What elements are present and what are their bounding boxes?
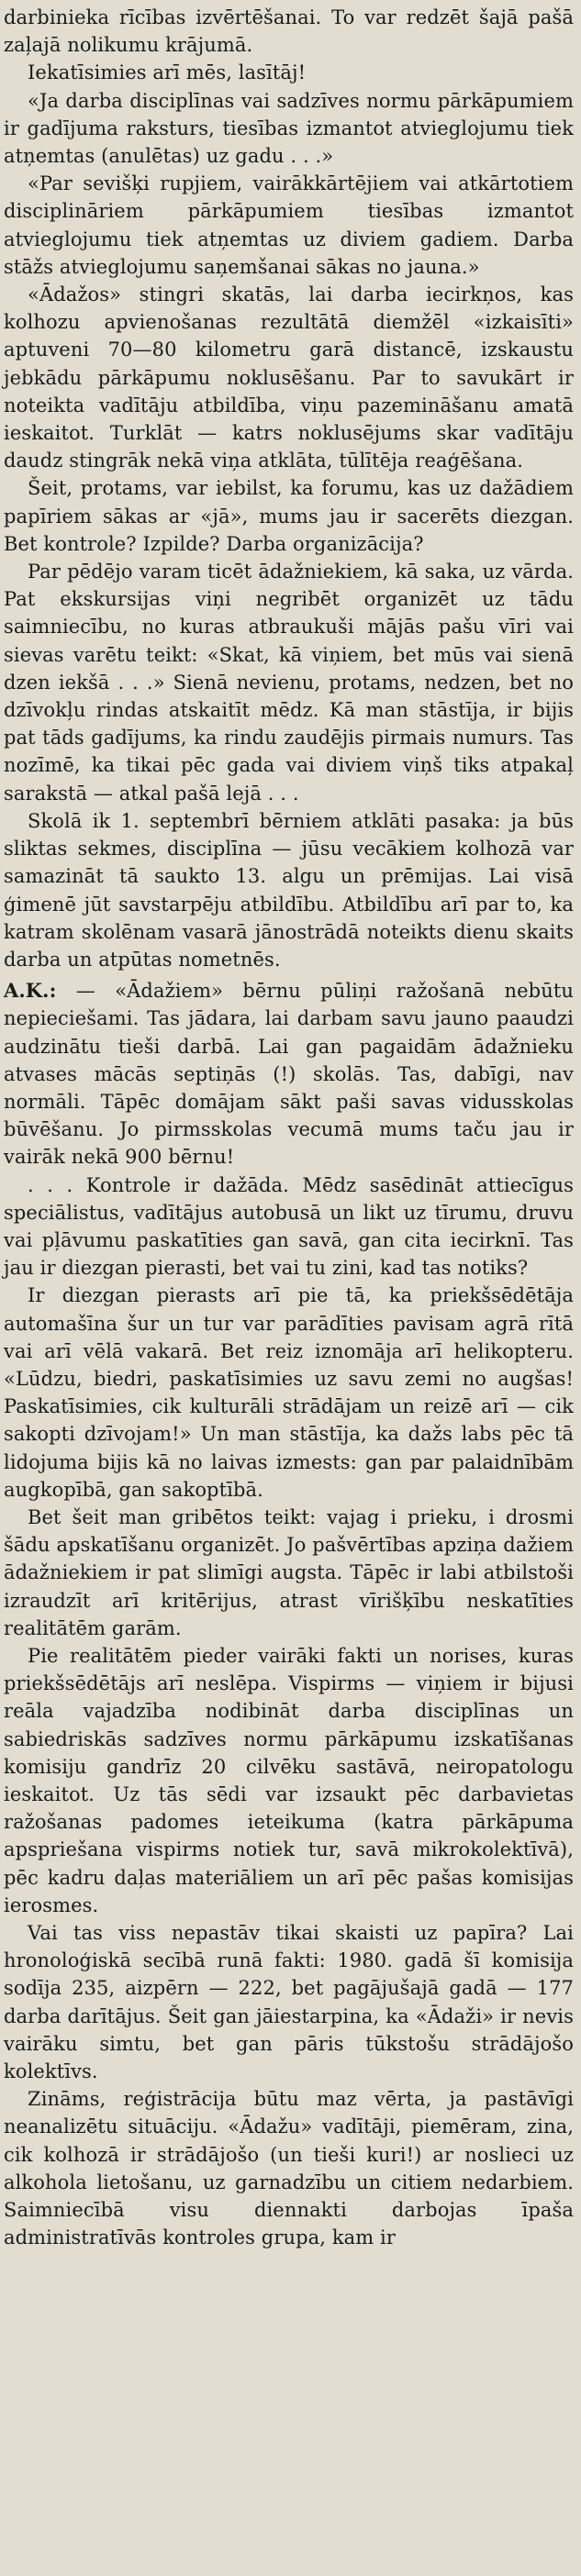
paragraph-text: Zināms, reģistrācija būtu maz vērta, ja pastāvīgi neanalizētu situāciju. «Ādažu» vadītāji, piemēram, zina, cik kolhozā ir strādājošo (un tieši kuri!) ar noslieci uz alkohola lietošanu, uz garnadzību un citiem nedarbiem. Saimniecībā visu diennakti darbojas īpaša administratīvās kontroles grupa, kam ir xyxy=(4,2088,574,2249)
paragraph-text: . . . Kontrole ir dažāda. Mēdz sasēdināt attiecīgus speciālistus, vadītājus autobusā un likt uz tīrumu, druvu vai pļāvumu paskatīties gan savā, gan cita iecirknī. Tas jau ir diezgan pierasti, bet vai tu zini, kad tas notiks? xyxy=(4,1173,574,1280)
paragraph-text: «Ja darba disciplīnas vai sadzīves normu pārkāpumiem ir gadījuma raksturs, tiesības izmantot atvieglojumu tiek atņemtas (anulētas) uz gadu . . .» xyxy=(4,89,574,168)
article-paragraph xyxy=(4,1919,574,2085)
interview-paragraph xyxy=(4,977,574,1171)
article-paragraph xyxy=(4,281,574,474)
paragraph-text: Vai tas viss nepastāv tikai skaisti uz papīra? Lai hronoloģiskā secībā runā fakti: 1980. gadā šī komisija sodīja 235, aizpērn — 222, bet pagājušajā gadā — 177 darba darītājus. Šeit gan jāiestarpina, ka «Ādaži» ir nevis vairāku simtu, bet gan pāris tūkstošu strādājošo kolektīvs. xyxy=(4,1922,574,2083)
paragraph-text: — «Ādažiem» bērnu pūliņi ražošanā nebūtu nepieciešami. Tas jādara, lai darbam savu jauno paaudzi audzinātu tieši darbā. Lai gan pagaidām ādažnieku atvases mācās septiņās (!) skolās. Tas, dabīgi, nav normāli. Tāpēc domājam sākt paši savas vidusskolas būvēšanu. Jo pirmsskolas vecumā mums taču jau ir vairāk nekā 900 bērnu! xyxy=(4,980,574,1169)
article-paragraph xyxy=(4,2085,574,2251)
paragraph-text: «Par sevišķi rupjiem, vairākkārtējiem vai atkārtotiem disciplināriem pārkāpumiem tiesības izmantot atvieglojumu tiek atņemtas uz diviem gadiem. Darba stāžs atvieglojumu saņemšanai sākas no jauna.» xyxy=(4,172,574,278)
paragraph-text: Pie realitātēm pieder vairāki fakti un norises, kuras priekšsēdētājs arī neslēpa. Vispirms — viņiem ir bijusi reāla vajadzība nodibināt darba disciplīnas un sabiedriskās sadzīves normu pārkāpumu izskatīšanas komisiju gandrīz 20 cilvēku sastāvā, neiropatologu ieskaitot. Uz tās sēdi var izsaukt pēc darbavietas ražošanas padomes ieteikuma (katra pārkāpuma apspriešana vispirms notiek tur, savā mikrokolektīvā), pēc kadru daļas materiāliem un arī pēc pašas komisijas ierosmes. xyxy=(4,1644,574,1916)
article-paragraph xyxy=(4,558,574,807)
paragraph-text: Šeit, protams, var iebilst, ka forumu, kas uz dažādiem papīriem sākas ar «jā», mums jau ir sacerēts diezgan. Bet kontrole? Izpilde? Darba organizācija? xyxy=(4,477,574,555)
article-paragraph xyxy=(4,1282,574,1504)
speaker-label: A.K.: xyxy=(4,979,57,1003)
article-paragraph xyxy=(4,1171,574,1282)
article-paragraph xyxy=(4,4,574,59)
paragraph-text: darbinieka rīcības izvērtēšanai. To var redzēt šajā pašā zaļajā nolikumu krājumā. xyxy=(4,6,574,57)
paragraph-text: Bet šeit man gribētos teikt: vajag i prieku, i drosmi šādu apskatīšanu organizēt. Jo pašvērtības apziņa dažiem ādažniekiem ir pat slimīgi augsta. Tāpēc ir labi atbilstoši izraudzīt arī kritērijus, atrast vīrišķību neskatīties realitātēm garām. xyxy=(4,1505,574,1639)
article-paragraph xyxy=(4,474,574,558)
article-paragraph xyxy=(4,807,574,973)
article-paragraph xyxy=(4,1504,574,1642)
article-paragraph xyxy=(4,170,574,281)
paragraph-text: Par pēdējo varam ticēt ādažniekiem, kā saka, uz vārda. Pat ekskursijas viņi negribēt organizēt uz tādu saimniecību, no kuras atbraukuši mājās pašu vīri vai sievas varētu teikt: «Skat, kā viņiem, bet mūs vai sienā dzen iekšā . . .» Sienā nevienu, protams, nedzen, bet no dzīvokļu rindas atskaitīt mēdz. Kā man stāstīja, ir bijis pat tāds gadījums, ka rindu zaudējis pirmais numurs. Tas nozīmē, ka tikai pēc gada vai diviem viņš tiks atpakaļ sarakstā — atkal pašā lejā . . . xyxy=(4,561,574,805)
paragraph-text: Skolā ik 1. septembrī bērniem atklāti pasaka: ja būs sliktas sekmes, disciplīna — jūsu vecākiem kolhozā var samazināt tā saukto 13. algu un prēmijas. Lai visā ģimenē jūt savstarpēju atbildību. Atbildību arī par to, ka katram skolēnam vasarā jānostrādā noteikts dienu skaits darba un atpūtas nometnēs. xyxy=(4,809,574,971)
paragraph-text: «Ādažos» stingri skatās, lai darba iecirkņos, kas kolhozu apvienošanas rezultātā diemžēl «izkaisīti» aptuveni 70—80 kilometru garā distancē, izskaustu jebkādu pārkāpumu noklusēšanu. Par to savukārt ir noteikta vadītāju atbildība, viņu pazemināšanu amatā ieskaitot. Turklāt — katrs noklusējums skar vadītāju daudz stingrāk nekā viņa atklāta, tūlītēja reaģēšana. xyxy=(4,283,574,472)
article-paragraph xyxy=(4,59,574,86)
article-paragraph xyxy=(4,87,574,171)
paragraph-text: Ir diezgan pierasts arī pie tā, ka priekšsēdētāja automašīna šur un tur var parādīties pavisam agrā rītā vai arī vēlā vakarā. Bet reiz iznomāja arī helikopteru. «Lūdzu, biedri, paskatīsimies uz savu zemi no augšas! Paskatīsimies, cik kulturāli strādājam un reizē arī — cik sakopti dzīvojam!» Un man stāstīja, ka dažs labs pēc tā lidojuma bijis kā no laivas izmests: gan par palaidnībām augkopībā, gan sakoptībā. xyxy=(4,1284,574,1501)
article-paragraph xyxy=(4,1642,574,1919)
article-body xyxy=(4,4,574,2251)
paragraph-text: Iekatīsimies arī mēs, lasītāj! xyxy=(28,61,307,84)
